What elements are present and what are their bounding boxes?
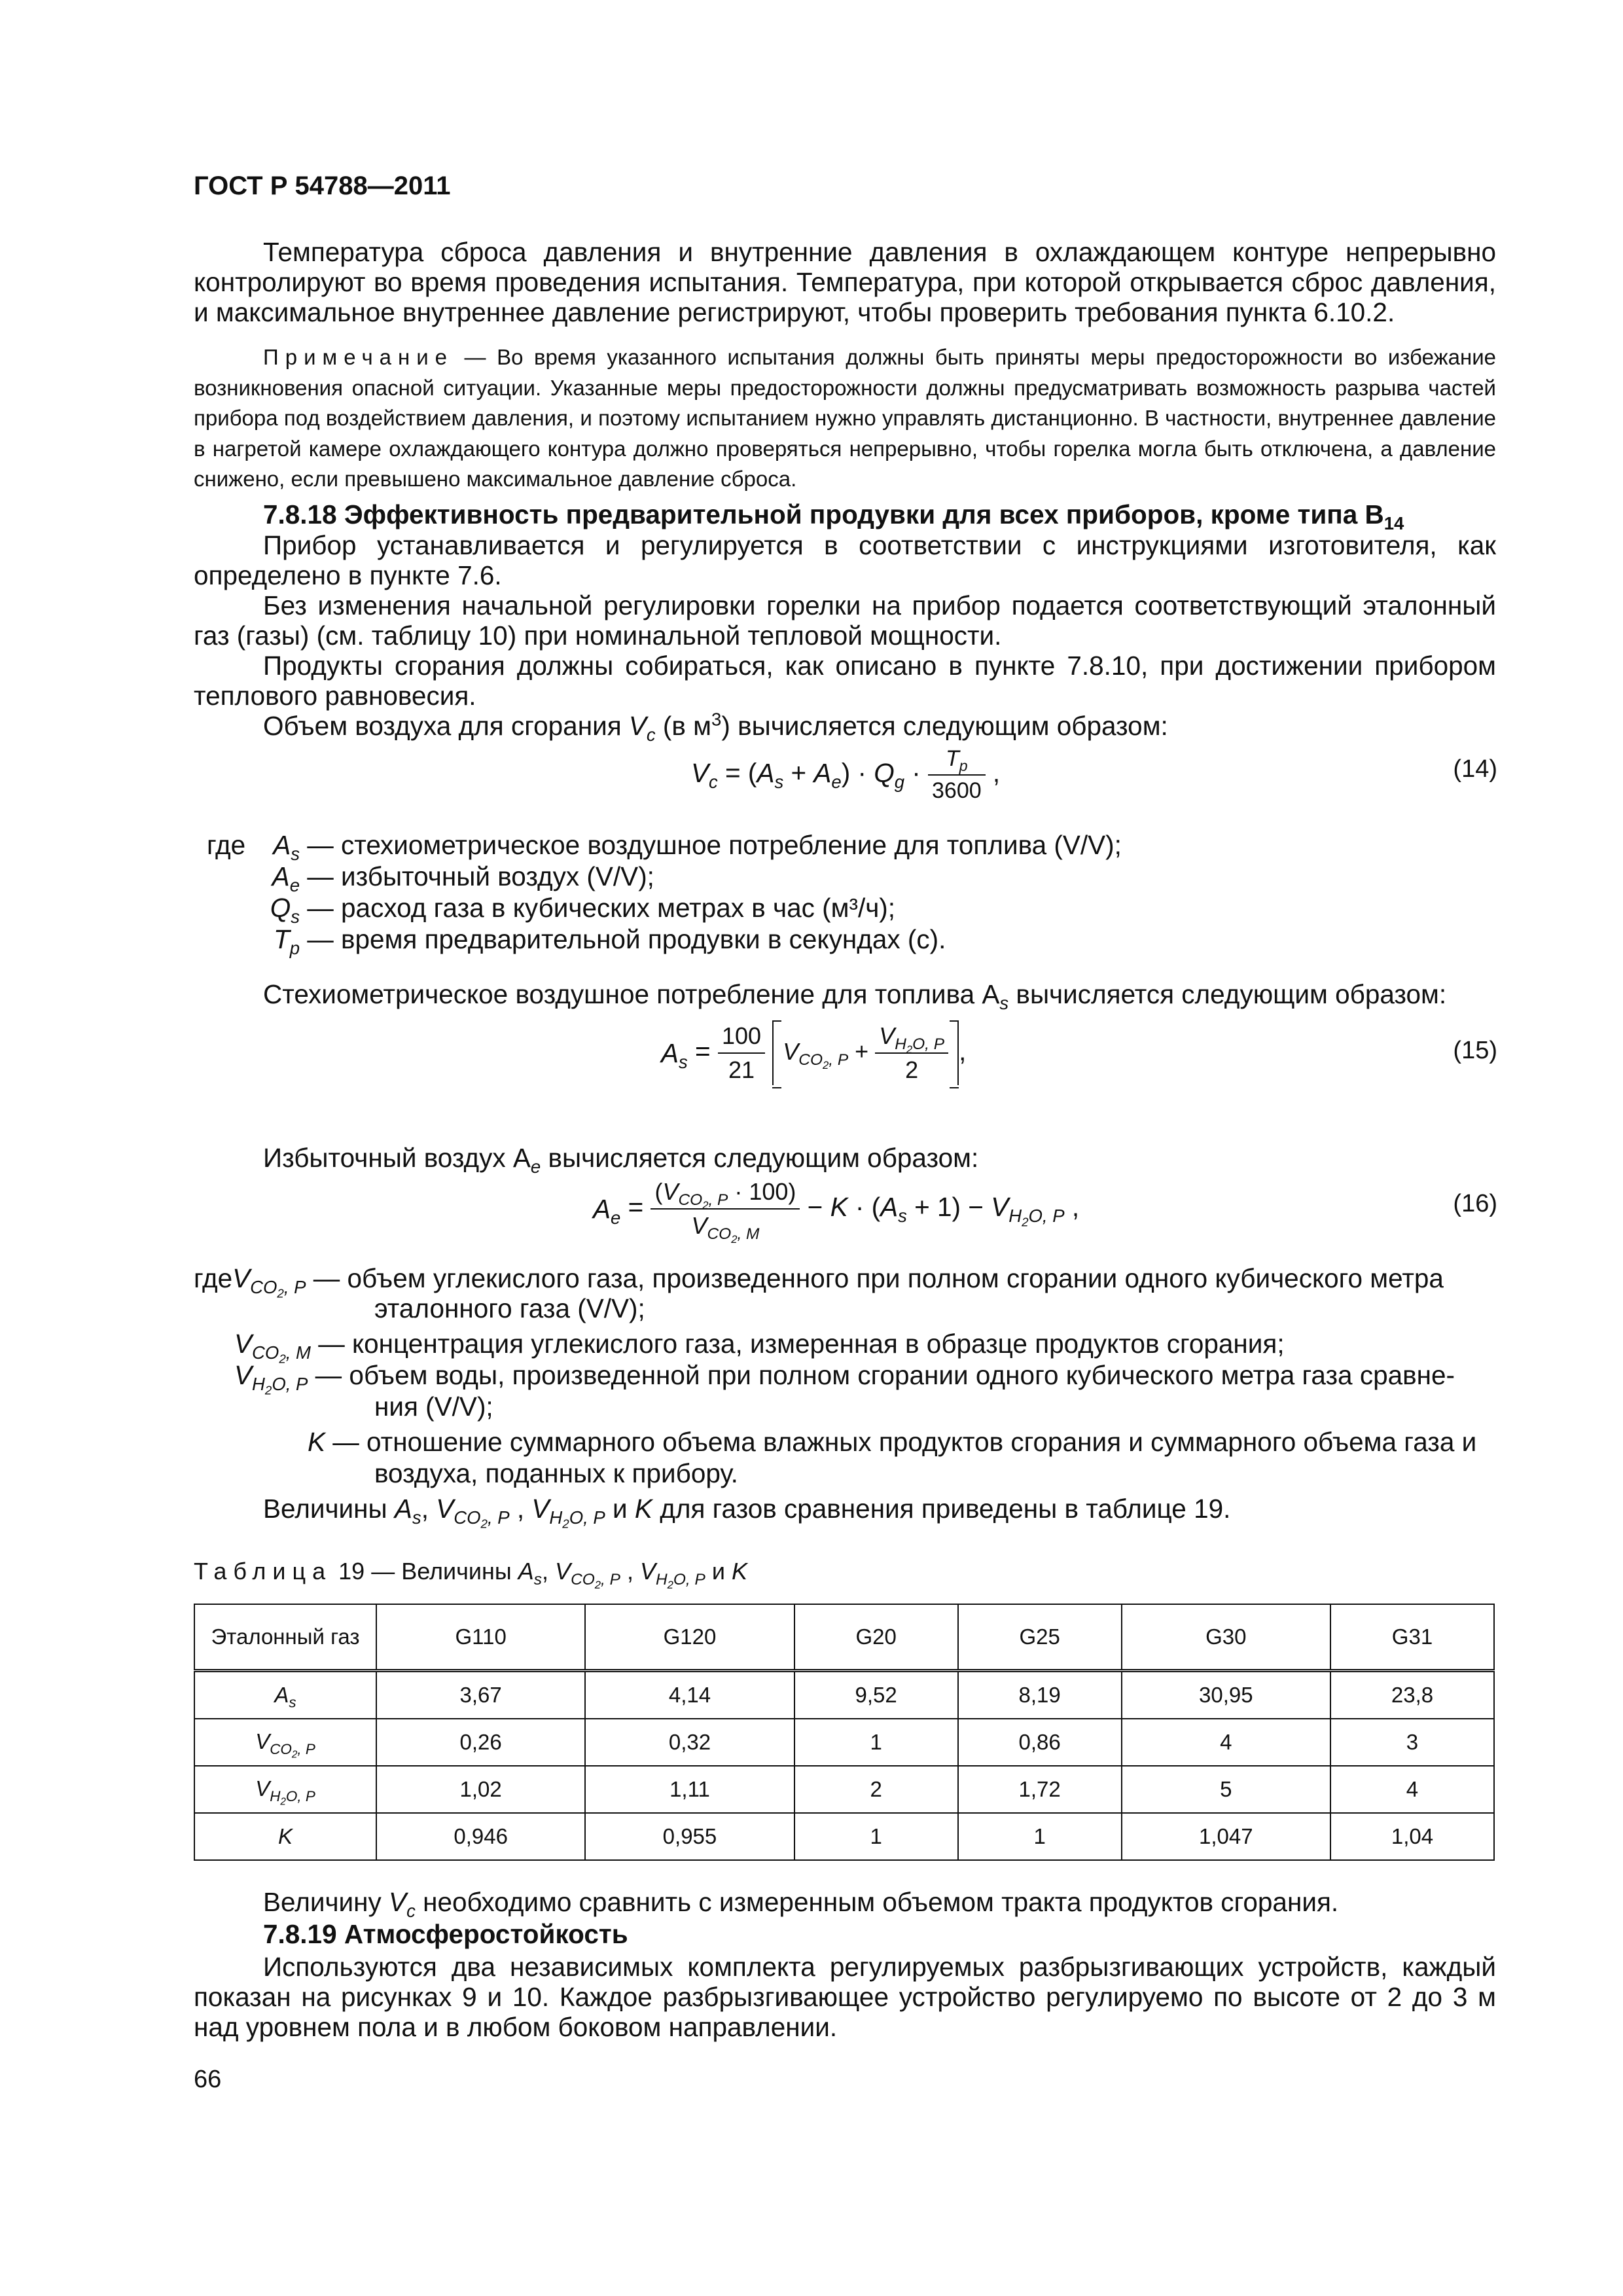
table-caption: Таблица 19 — Величины $A_s$, $V_{CO_2, P}$ , $V_{H_2O, P}$ и K xyxy=(194,1558,747,1592)
table-row xyxy=(194,1813,1494,1860)
definition-v-h2o-p: $V_{H_2O, P}$ — объем воды, произведенной при полном сгорании одного кубического метра газа сравне- xyxy=(234,1360,1455,1397)
table-cell: 1,04 xyxy=(1330,1813,1494,1860)
note-label: Примечание xyxy=(263,345,454,369)
table-header-cell: G31 xyxy=(1330,1604,1494,1671)
table-cell: 2 xyxy=(794,1766,958,1813)
table-header-row xyxy=(194,1604,1494,1671)
paragraph-excess-air: Избыточный воздух $A_e$ вычисляется следующим образом: xyxy=(263,1143,979,1177)
row-label-v-co2-p: $V_{CO_2, P}$ xyxy=(194,1719,376,1766)
table-header-cell: G120 xyxy=(585,1604,794,1671)
equation-number-14: (14) xyxy=(1453,755,1497,783)
table-cell: 0,955 xyxy=(585,1813,794,1860)
table-header-cell: G20 xyxy=(794,1604,958,1671)
definition-ae: $A_e$ — избыточный воздух (V/V); xyxy=(272,861,654,896)
definition-k-cont: воздуха, поданных к прибору. xyxy=(374,1458,738,1488)
table-header-cell: G25 xyxy=(958,1604,1122,1671)
page-number: 66 xyxy=(194,2066,222,2093)
document-header: ГОСТ Р 54788—2011 xyxy=(194,171,451,200)
equation-number-16: (16) xyxy=(1453,1190,1497,1217)
table-header-cell: G110 xyxy=(376,1604,585,1671)
row-label-k: K xyxy=(194,1813,376,1860)
definition-k: K — отношение суммарного объема влажных продуктов сгорания и суммарного объема газа и xyxy=(308,1427,1477,1457)
table-cell: 1 xyxy=(794,1719,958,1766)
equation-15: $A_s$ = $\frac{100}{21}$ $V_{CO_2, P}$ + $\frac{V_{H_2O, P}}{2}$ , xyxy=(661,1021,966,1085)
table-cell: 4 xyxy=(1122,1719,1330,1766)
definition-tp: $T_p$ — время предварительной продувки в секундах (с). xyxy=(273,924,946,959)
section-7-8-19-title: 7.8.19 Атмосферостойкость xyxy=(263,1919,628,1949)
table-cell: 9,52 xyxy=(794,1671,958,1719)
paragraph-combustion-products: Продукты сгорания должны собираться, как описано в пункте 7.8.10, при достижении прибором теплового равновесия. xyxy=(194,651,1496,711)
table-cell: 1 xyxy=(958,1813,1122,1860)
equation-number-15: (15) xyxy=(1453,1037,1497,1064)
table-cell: 0,32 xyxy=(585,1719,794,1766)
table-cell: 4 xyxy=(1330,1766,1494,1813)
paragraph-reference-gas: Без изменения начальной регулировки горелки на прибор подается соответствующий эталонный газ (газы) (см. таблицу 10) при номинальной тепловой мощности. xyxy=(194,590,1496,651)
table-row xyxy=(194,1719,1494,1766)
table-cell: 1,72 xyxy=(958,1766,1122,1813)
paragraph-air-volume: Объем воздуха для сгорания $V_c$ (в $м^3$) вычисляется следующим образом: xyxy=(263,709,1168,745)
table-header-cell: G30 xyxy=(1122,1604,1330,1671)
definition-v-co2-m: $V_{CO_2, M}$ — концентрация углекислого газа, измеренная в образце продуктов сгорания; xyxy=(234,1329,1285,1366)
table-row xyxy=(194,1766,1494,1813)
table-cell: 0,26 xyxy=(376,1719,585,1766)
paragraph-stoichiometric: Стехиометрическое воздушное потребление для топлива $A_s$ вычисляется следующим образом: xyxy=(263,979,1447,1014)
table-cell: 8,19 xyxy=(958,1671,1122,1719)
table-cell: 4,14 xyxy=(585,1671,794,1719)
section-7-8-18-title: 7.8.18 Эффективность предварительной продувки для всех приборов, кроме типа $B_{14}$ xyxy=(263,499,1404,534)
table-cell: 23,8 xyxy=(1330,1671,1494,1719)
table-cell: 1,11 xyxy=(585,1766,794,1813)
equation-16: $A_e$ = $\frac{(V_{CO_2, P} \cdot 100)}{V_{CO_2, M}}$ − $K \cdot (A_s + 1) - V_{H_2O, P}$ , xyxy=(593,1178,1080,1246)
table-cell: 0,946 xyxy=(376,1813,585,1860)
definition-v-h2o-p-cont: ния (V/V); xyxy=(374,1391,493,1422)
paragraph-sprinklers: Используются два независимых комплекта регулируемых разбрызгивающих устройств, каждый показан на рисунках 9 и 10. Каждое разбрызгивающее устройство регулируемо по высоте от 2 до 3 м над уровнем пола и в любом боковом направлении. xyxy=(194,1952,1496,2042)
equation-14: $V_c = (A_s + A_e) \cdot Q_g$ · $\frac{T_p}{3600}$ , xyxy=(691,746,1001,803)
table-cell: 30,95 xyxy=(1122,1671,1330,1719)
definition-qs: $Q_s$ — расход газа в кубических метрах в час (м³/ч); xyxy=(270,893,896,927)
paragraph-values-ref: Величины $A_s$, $V_{CO_2, P}$ , $V_{H_2O, P}$ и K для газов сравнения приведены в таблице 19. xyxy=(263,1494,1231,1531)
definition-v-co2-p: гдеV$_{CO_2, P}$ — объем углекислого газа, произведенного при полном сгорании одного кубического метра xyxy=(194,1263,1444,1300)
table-cell: 3 xyxy=(1330,1719,1494,1766)
paragraph-pressure-relief: Температура сброса давления и внутренние давления в охлаждающем контуре непрерывно контролируют во время проведения испытания. Температура, при которой открывается сброс давления, и максимальное внутреннее давление регистрируют, чтобы проверить требования пункта 6.10.2. xyxy=(194,237,1496,327)
note-paragraph xyxy=(194,342,1496,495)
table-cell: 1 xyxy=(794,1813,958,1860)
note-text: — Во время указанного испытания должны быть приняты меры предосторожности во избежание возникновения опасной ситуации. Указанные меры предосторожности должны предусматривать возможность разрыва частей прибора под воздействием давления, и поэтому испытанием нужно управлять дистанционно. В частности, внутреннее давление в нагретой камере охлаждающего контура должно проверяться непрерывно, чтобы горелка могла быть отключена, а давление снижено, если превышено максимальное давление сброса. xyxy=(194,345,1496,491)
table-cell: 5 xyxy=(1122,1766,1330,1813)
definition-as: $A_s$ — стехиометрическое воздушное потребление для топлива (V/V); xyxy=(273,830,1122,865)
table-19 xyxy=(194,1604,1495,1861)
row-label-v-h2o-p: $V_{H_2O, P}$ xyxy=(194,1766,376,1813)
definition-v-co2-p-cont: эталонного газа (V/V); xyxy=(374,1293,645,1323)
paragraph-device-setup: Прибор устанавливается и регулируется в соответствии с инструкциями изготовителя, как определено в пункте 7.6. xyxy=(194,530,1496,590)
table-row xyxy=(194,1671,1494,1719)
table-cell: 3,67 xyxy=(376,1671,585,1719)
table-cell: 1,047 xyxy=(1122,1813,1330,1860)
table-header-cell: Эталонный газ xyxy=(194,1604,376,1671)
paragraph-vc-compare: Величину $V_c$ необходимо сравнить с измеренным объемом тракта продуктов сгорания. xyxy=(263,1887,1339,1922)
table-cell: 1,02 xyxy=(376,1766,585,1813)
table-cell: 0,86 xyxy=(958,1719,1122,1766)
definition-where: где xyxy=(207,830,246,860)
row-label-as: $A_s$ xyxy=(194,1671,376,1719)
